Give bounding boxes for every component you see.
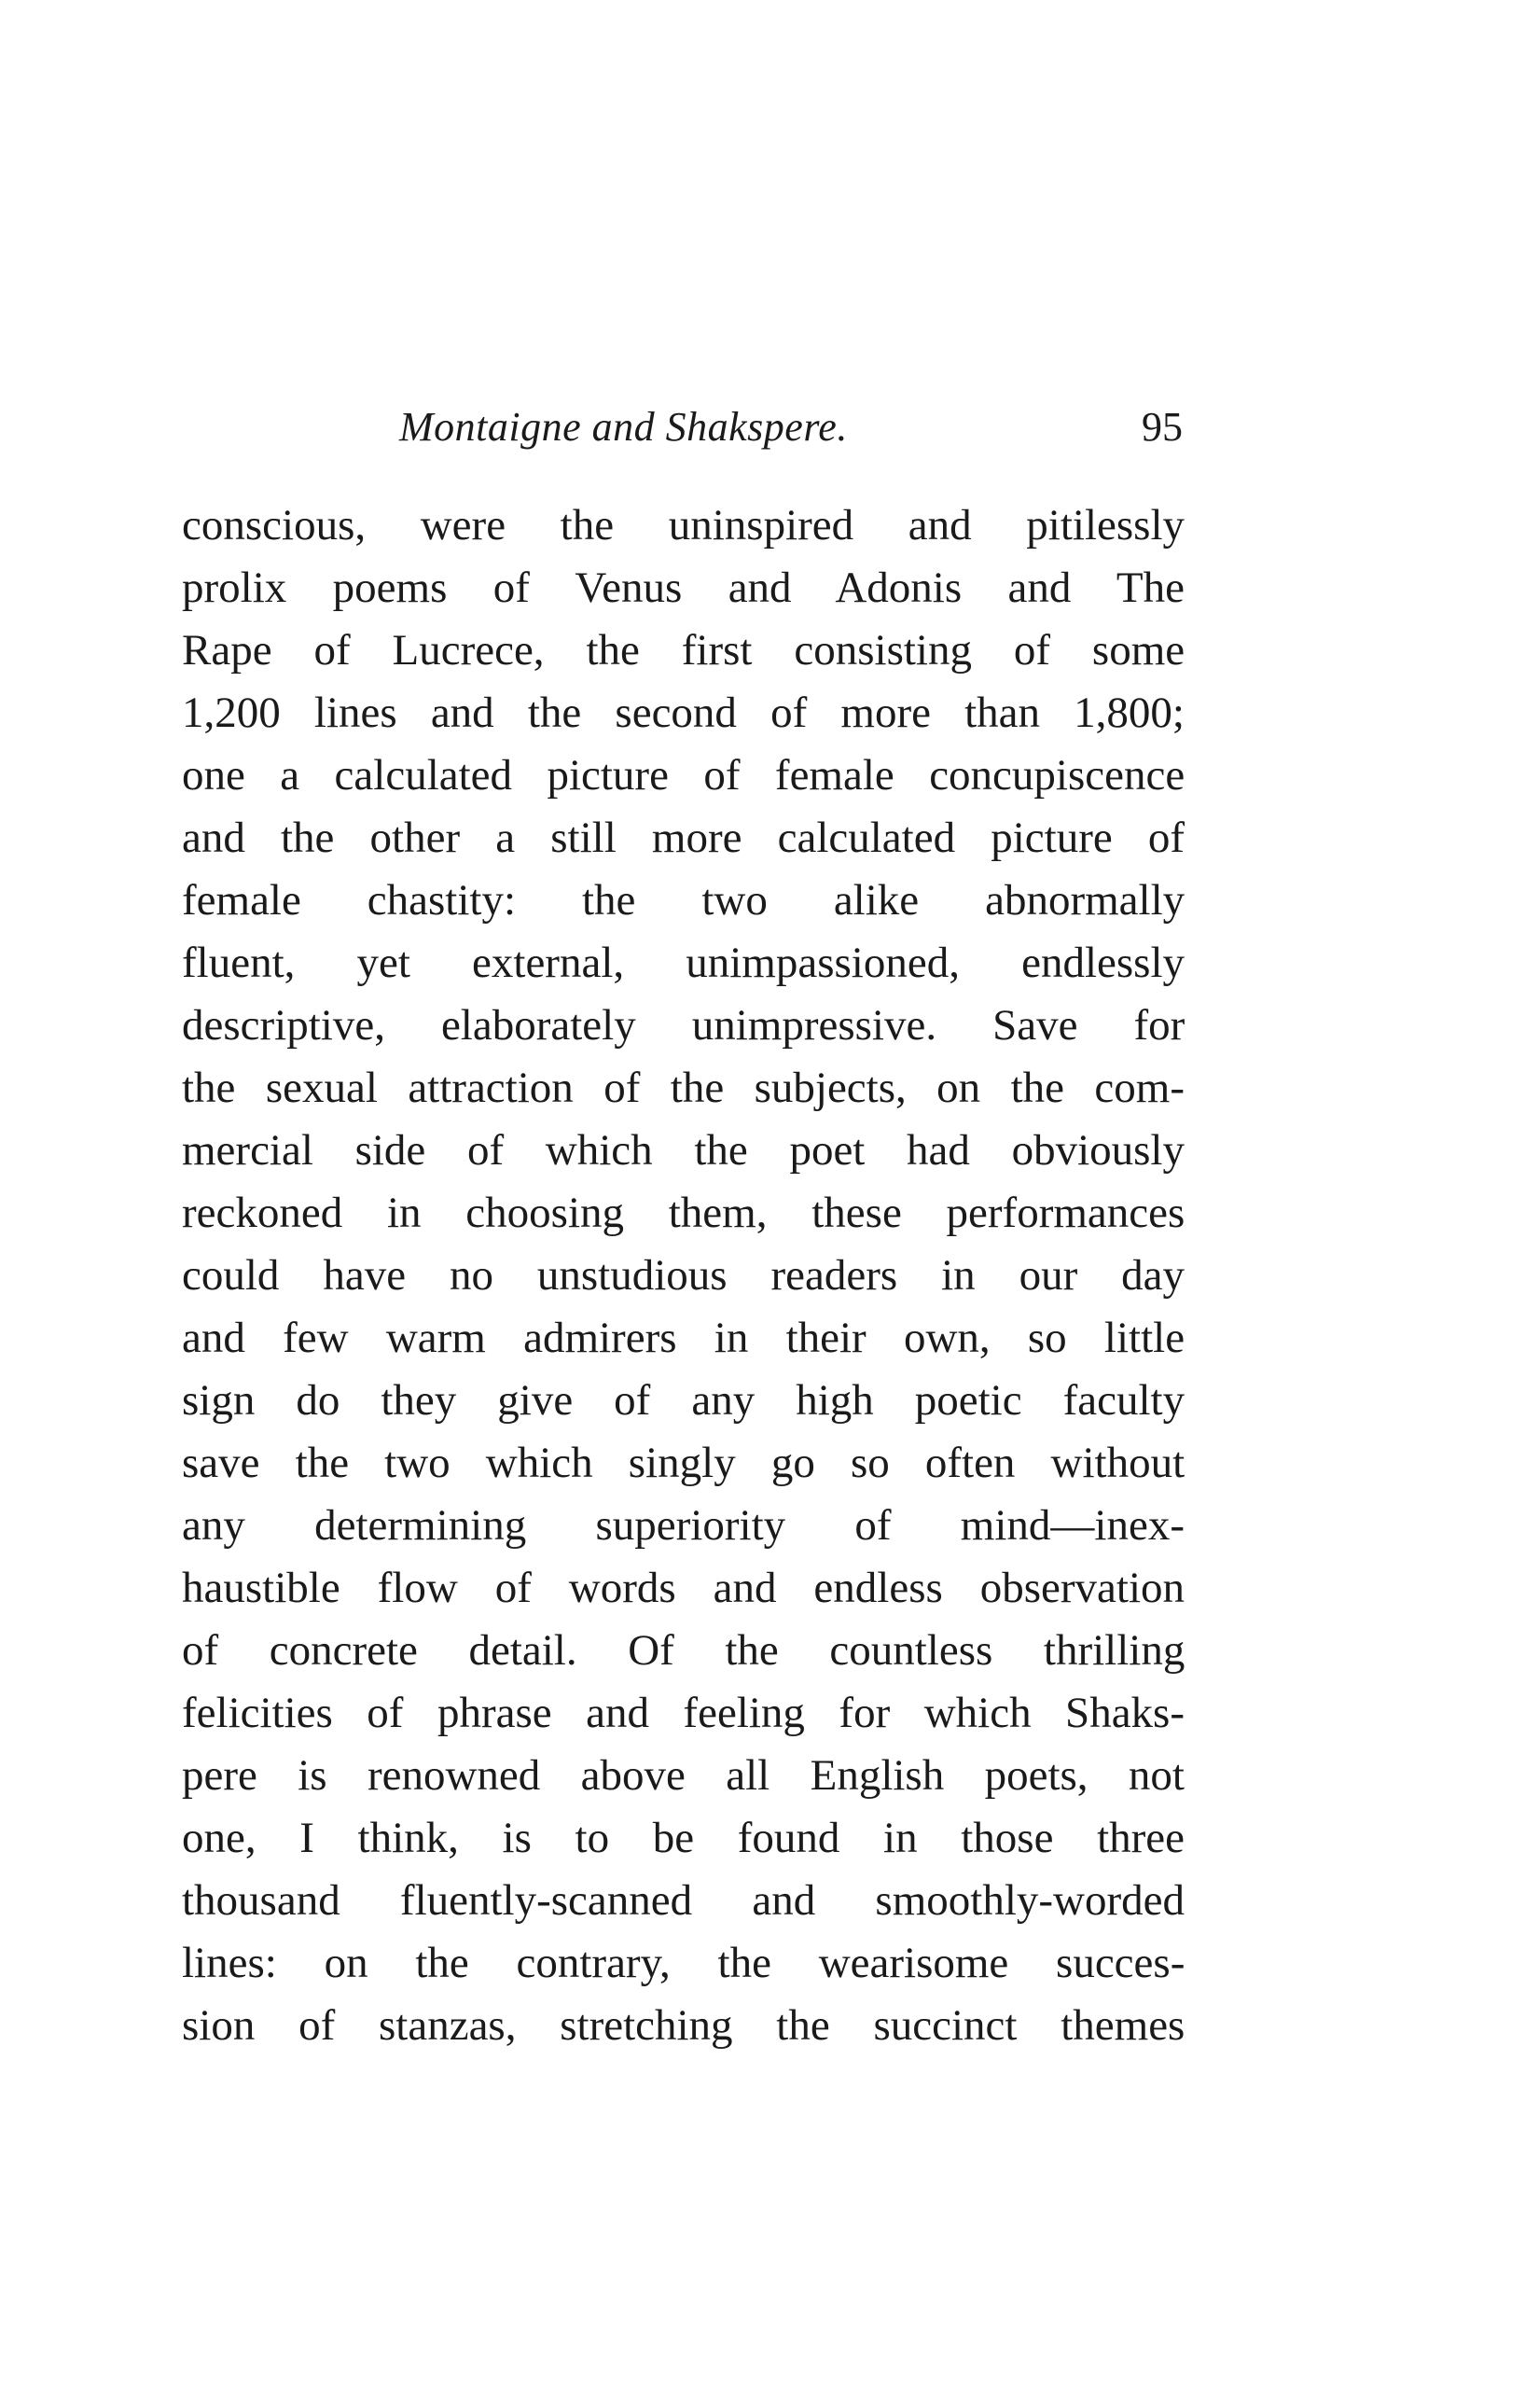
text-line: save the two which singly go so often without xyxy=(182,1439,1185,1487)
text-line: the sexual attraction of the subjects, on the com- xyxy=(182,1064,1185,1112)
text-line: one, I think, is to be found in those three xyxy=(182,1814,1185,1862)
text-line: could have no unstudious readers in our day xyxy=(182,1251,1185,1300)
text-line: haustible flow of words and endless observation xyxy=(182,1564,1185,1612)
text-line: sign do they give of any high poetic faculty xyxy=(182,1376,1185,1425)
running-title: Montaigne and Shakspere. xyxy=(399,404,848,450)
text-line: reckoned in choosing them, these performances xyxy=(182,1189,1185,1237)
body-text xyxy=(182,494,1185,2057)
text-line: conscious, were the uninspired and pitilessly xyxy=(182,501,1185,550)
text-line: and few warm admirers in their own, so little xyxy=(182,1314,1185,1362)
text-line: felicities of phrase and feeling for which Shaks- xyxy=(182,1689,1185,1737)
text-line: of concrete detail. Of the countless thrilling xyxy=(182,1626,1185,1675)
page-number: 95 xyxy=(1142,404,1183,450)
text-line: mercial side of which the poet had obviously xyxy=(182,1126,1185,1175)
running-head xyxy=(185,403,1183,459)
text-line: lines: on the contrary, the wearisome succes- xyxy=(182,1939,1185,1987)
text-line: descriptive, elaborately unimpressive. Save for xyxy=(182,1001,1185,1050)
text-line: 1,200 lines and the second of more than 1,800; xyxy=(182,689,1185,737)
text-line: Rape of Lucrece, the first consisting of some xyxy=(182,626,1185,675)
text-line: one a calculated picture of female concupiscence xyxy=(182,751,1185,800)
text-line: fluent, yet external, unimpassioned, endlessly xyxy=(182,939,1185,987)
text-line: prolix poems of Venus and Adonis and The xyxy=(182,564,1185,612)
text-line: female chastity: the two alike abnormally xyxy=(182,876,1185,925)
text-line: sion of stanzas, stretching the succinct themes xyxy=(182,2001,1185,2050)
text-line: pere is renowned above all English poets, not xyxy=(182,1751,1185,1800)
text-line: and the other a still more calculated picture of xyxy=(182,814,1185,862)
text-line: any determining superiority of mind—inex- xyxy=(182,1501,1185,1550)
text-line: thousand fluently-scanned and smoothly-worded xyxy=(182,1876,1185,1925)
